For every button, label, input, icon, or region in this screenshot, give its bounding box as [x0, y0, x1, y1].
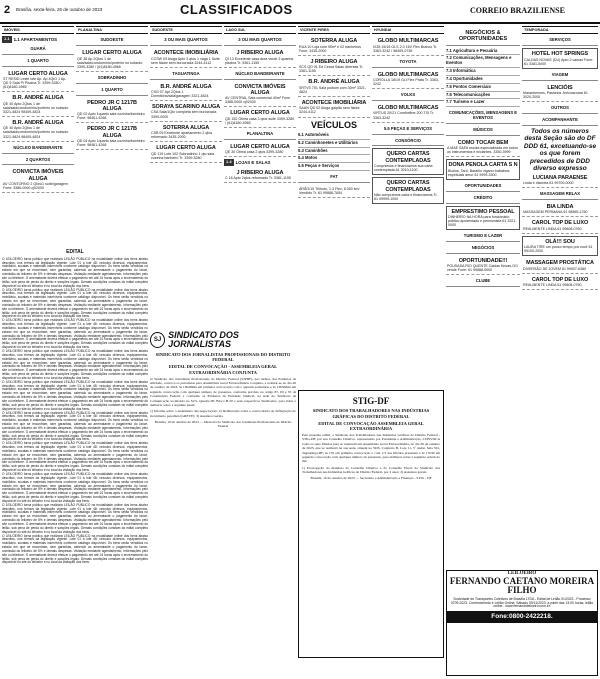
notice-subheading: EDITAL DE CONVOCAÇÃO ASSEMBLEIA GERAL EXTRAORDINÁRIA	[318, 420, 424, 431]
classified-ad[interactable]	[76, 98, 148, 124]
category-bar	[2, 26, 74, 34]
column-4	[224, 26, 296, 326]
classified-ad[interactable]	[446, 138, 520, 158]
sub-heading: 5.5 PEÇAS E SERVIÇOS	[372, 125, 444, 135]
vehicles-index-item[interactable]: 5.4 Motos	[298, 155, 370, 163]
ad-title: HOTEL HOT SPRINGS	[531, 51, 589, 58]
sindicato-notice	[150, 328, 296, 658]
sub-heading: MASSAGEM RELAX	[522, 190, 598, 200]
ad-body: AV CENTRAL Sala comercial 40m² Fone 3386-0000 cj02000	[225, 96, 291, 105]
ad-body: SCS QD 01 Ed Ceara Salas diversas Tr. 3361-1155	[299, 65, 364, 74]
sub-heading: FAT	[298, 173, 370, 183]
ad-body: QE 38 Ap 2Qtos 1 de sala/sala/condomínio/porteiro no subsolo 3399-3280 / (61)8180-4965	[77, 56, 143, 69]
ad-body: VIRTUS 20/21 Comfortline 200 TSI Tr. 3363-3242	[373, 111, 434, 120]
ad-title: CAROL TOP DE LUXO	[531, 220, 589, 227]
index-item[interactable]: 7.6 Telecomunicações	[446, 92, 520, 100]
notice-heading: SINDICATO DOS JORNALISTAS PROFISSIONAIS DO DISTRITO FEDERAL	[155, 352, 291, 363]
classified-ad[interactable]	[522, 48, 598, 69]
ad-title: LUGAR CERTO ALUGA	[8, 70, 68, 77]
ad-title: CONVICTA IMÓVEIS ALUGA	[12, 169, 64, 182]
sub-heading: TOYOTA	[372, 58, 444, 68]
auctioneer-ad[interactable]	[446, 570, 598, 676]
notice-body: 1) Prorrogação do mandato do Conselho Diretivo e do Conselho Fiscal do Sindicato dos Trabalhadores nas Indústrias Gráficas do Distrito Federal, por 2 anos; 2) Assuntos gerais.	[302, 465, 440, 475]
sub-heading: CRÉDITO	[446, 194, 520, 204]
ad-body: ST RESID Leste lote Ap. Ap 4QtO 1 Ap.. QD 9 Sala Pl Piscina Tr. 3399-3280 / (61)8180-4965	[3, 76, 68, 90]
sub-heading: VIAGEM	[522, 71, 598, 81]
ad-title: CAROL TOP DE LUXO	[531, 276, 589, 283]
promo-notice: Todos os números desta Seção são do DF DDD 61, excetuando-se os que forem precedidos de DDD diverso expresso	[523, 127, 597, 173]
sub-heading: SUDOESTE	[76, 36, 148, 46]
ad-body: C 16 Apto 2qtos reformado Tr. 3361-1155	[225, 176, 291, 181]
classified-ad[interactable]	[224, 108, 296, 128]
notice-title: STIG-DF	[352, 396, 390, 406]
column-3	[150, 26, 222, 326]
sub-heading: TAGUATINGA	[150, 70, 222, 80]
ad-body: AV CONTORNO 2 Qtos/1 suíte/garagem Fone: 3386-0000 cj02000	[3, 181, 68, 191]
sub-heading: OPORTUNIDADES	[446, 182, 520, 192]
notice-heading: SINDICATO DOS TRABALHADORES NAS INDÚSTRIAS GRÁFICAS DO DISTRITO FEDERAL	[312, 408, 430, 419]
ad-title: B.R. ANDRÉ ALUGA	[12, 95, 64, 102]
section-heading: 1.4 LOJAS E SALAS	[226, 159, 271, 166]
ad-body: QD 02 Apto 1quarto sala cozinha/banheiro Fone: 98461-4268	[77, 112, 145, 121]
column-2	[76, 26, 148, 246]
section-title: NEGÓCIOS & OPORTUNIDADES	[446, 28, 520, 46]
category-label: LAGO SUL	[226, 28, 246, 32]
sub-heading: TURISMO E LAZER	[446, 232, 520, 242]
ad-body: REALMENTE LINDA 61 99608-0760	[523, 283, 582, 288]
classified-ad[interactable]	[150, 82, 222, 102]
sub-heading: 1 QUARTO	[2, 57, 74, 67]
classified-ad[interactable]	[298, 98, 370, 118]
sub-heading: GUARÁ	[2, 45, 74, 55]
category-label: IMÓVEIS	[4, 28, 20, 32]
ad-title: LUGAR CERTO ALUGA	[230, 143, 290, 150]
classified-ad[interactable]	[224, 48, 296, 68]
classified-ad[interactable]	[522, 218, 598, 233]
classified-ad[interactable]	[446, 159, 520, 180]
ad-title: PEDRO JR C 1217B ALUGA	[87, 99, 137, 112]
classified-ad[interactable]	[76, 124, 148, 150]
category-bar	[522, 26, 598, 34]
ad-body: SRTVS 701 Sala podium com 30m² 3321-4824	[299, 85, 367, 94]
section-heading: 1.1 1.1 APARTAMENTOS	[4, 36, 58, 43]
sub-heading: SOBRADINHO	[76, 74, 148, 84]
sub-heading: 3 OU MAIS QUARTOS	[224, 36, 296, 46]
ad-title: J RIBEIRO ALUGA	[236, 169, 284, 176]
ad-title: SORAYA SCARINO ALUGA	[151, 104, 221, 111]
ad-title: COMO TOCAR BEM	[457, 139, 509, 146]
vehicles-index-item[interactable]: 5.2 Caminhonetes e Utilitários	[298, 140, 370, 148]
index-item[interactable]: 7.1 Agricultura e Pecuária	[446, 48, 520, 56]
legal-title: EDITAL	[66, 249, 84, 255]
ad-body: Não compramos carta e financiamos Tr. 61 99999-1000	[374, 192, 438, 201]
ad-body: MASSAGEM PERMANA 61 98565-1760	[523, 210, 588, 215]
sub-heading: 2 QUARTOS	[2, 156, 74, 166]
classified-ad[interactable]	[372, 103, 444, 123]
column-7	[446, 26, 520, 566]
classified-ad[interactable]	[372, 148, 444, 175]
ad-title: SOTERRA ALUGA	[162, 124, 210, 131]
ad-title: J RIBEIRO ALUGA	[310, 58, 358, 65]
notice-body: 1) Informe sobre o andamento das negociações; 2) Deliberação sobre a convocatória da deflagração do movimento paredista (GREVE); 3) Assuntos Gerais.	[150, 409, 296, 418]
ad-title: B.R. ANDRÉ ALUGA	[12, 119, 64, 126]
section-title: CLASSIFICADOS	[180, 2, 293, 17]
ad-title: B.R. ANDRÉ ALUGA	[308, 79, 360, 86]
ad-title: B.R. ANDRÉ ALUGA	[160, 83, 212, 90]
notice-body: O Sindicato dos Jornalistas Profissionais do Distrito Federal (SJPDF), nos termos dos Estatutos da entidade, convoca os jornalistas para Assembleia Geral Extraordinária Conjunta, a realizar-se no dia 26 de outubro de 2023, às 13h40min em primeira convocação com o quórum estatutário e às 13h50min em segunda convocação com qualquer número de presentes, conforme previsto no artigo 87, III e VI da Constituição Federal e conforme os Estatutos da Entidade Sindical, na sede do Sindicato de Comunicação localizado no SCS, Quadra 08, Bloco B-50 e seus respectivos Sindicados, para tratar e deliberar sobre a seguinte pauta:	[150, 376, 296, 407]
vehicles-index-item[interactable]: 5.1 Automóveis	[298, 132, 370, 140]
classified-ad[interactable]	[446, 256, 520, 276]
ad-body: A MAE SAFA escola especializada em todos os instrumentos e iniciantes. 3350-3999	[447, 146, 518, 155]
ad-body: ÁRÃO/15 Trilhoto, 1.3 Flex, 8.300 km/ Vendido Tr. 61 99888-7654	[299, 186, 360, 196]
category-bar	[372, 26, 444, 34]
ad-body: DIVERSÃO DE JOVEM 61 99007-6380	[523, 266, 587, 271]
classified-ad[interactable]	[372, 70, 444, 90]
category-bar	[150, 26, 222, 34]
column-8	[522, 26, 598, 566]
category-label: HYUNDAI	[374, 28, 392, 32]
classified-ad[interactable]	[372, 177, 444, 204]
ad-body: DINHEIRO NA HORA para funcionário público aposentado e pensionista 61 3321-0000	[448, 214, 517, 228]
ad-title: GLOBO MULTIMARCAS	[377, 105, 439, 112]
legal-body: O LEILOEIRO torna público que realizará LEILÃO PÚBLICO na modalidade online dos bens abaixo descritos, nos termos da legislação vigente. Lote 01 a lote 48: veículos diversos, equipamentos, mobiliário, sucatas e materiais inservíveis conforme catálogo disponível. Os bens serão vendidos no estado em que se encontram, sem garantias, cabendo ao arrematante o pagamento do lance, comissão do leiloeiro de 5% e demais despesas. Visitação mediante agendamento. Informações pelo site ou telefone. O arrematante deverá efetuar o pagamento em até 24 horas após o encerramento do leilão, sob pena de perda do direito e sanções legais. Demais condições constam do edital completo disponível no site do leiloeiro e no local da visitação dos bens.	[2, 502, 148, 534]
category-bar	[224, 26, 296, 34]
category-label: TEMPORADA	[524, 28, 549, 32]
ad-title: J RIBEIRO ALUGA	[236, 50, 284, 57]
category-bar	[76, 26, 148, 34]
sub-heading: NÚCLEO BANDEIRANTE	[2, 144, 74, 154]
sub-heading: CONSÓRCIO	[372, 137, 444, 147]
notice-body: Pelo presente edital, o Sindicato dos Trabalhadores nas Indústrias Gráficas do Distrito Federal - STIG-DF, por seu Conselho Diretivo, representado por Presidente e Administração, CONVOCA todos os seus filiados para se reunirem em Assembleia Geral Extraordinária, no dia 26 de outubro de 2023, que se realizará na sua sede, situada no SDS, Conjunto B, Lote 11, 5º andar, Sala 501, Taguatinga-DF, às 17h em primeira convocação e com 1/3 dos filiados presentes e às 17h30 em segunda convocação com qualquer número de presentes, para deliberar sobre a seguinte ordem do dia:	[302, 433, 440, 464]
sub-heading: COMUNICAÇÕES, MENSAGENS E EVENTOS	[446, 109, 520, 124]
ad-title: LUGAR CERTO ALUGA	[156, 145, 216, 152]
brand-name: CORREIO BRAZILIENSE	[470, 6, 565, 15]
index-item[interactable]: 7.2 Comunicações, Mensagens e Eventos	[446, 55, 520, 68]
sub-heading: 1 QUARTO	[76, 86, 148, 96]
sub-heading: 3 OU MAIS QUARTOS	[150, 36, 222, 46]
sub-heading: VOLKS	[372, 91, 444, 101]
ad-title: QUERO CARTAS CONTEMPLADAS	[385, 180, 431, 193]
legal-body: O LEILOEIRO torna público que realizará LEILÃO PÚBLICO na modalidade online dos bens abaixo descritos, nos termos da legislação vigente. Lote 01 a lote 48: veículos diversos, equipamentos, mobiliário, sucatas e materiais inservíveis conforme catálogo disponível. Os bens serão vendidos no estado em que se encontram, sem garantias, cabendo ao arrematante o pagamento do lance, comissão do leiloeiro de 5% e demais despesas. Visitação mediante agendamento. Informações pelo site ou telefone. O arrematante deverá efetuar o pagamento em até 24 horas após o encerramento do leilão, sob pena de perda do direito e sanções legais. Demais condições constam do edital completo disponível no site do leiloeiro e no local da visitação dos bens.	[2, 379, 148, 411]
column-5	[298, 26, 370, 386]
legal-notice	[2, 248, 148, 658]
section-label: LOJAS E SALAS	[235, 160, 271, 166]
ad-body: Linda e discreta 61 99700-0000	[523, 180, 574, 185]
classified-ad[interactable]	[150, 102, 222, 122]
sindicato-name: SINDICATO DOS JORNALISTAS	[168, 330, 239, 349]
sub-heading: PLANALTINA	[224, 130, 296, 140]
legal-body: O LEILOEIRO torna público que realizará LEILÃO PÚBLICO na modalidade online dos bens abaixo descritos, nos termos da legislação vigente. Lote 01 a lote 48: veículos diversos, equipamentos, mobiliário, sucatas e materiais inservíveis conforme catálogo disponível. Os bens serão vendidos no estado em que se encontram, sem garantias, cabendo ao arrematante o pagamento do lance, comissão do leiloeiro de 5% e demais despesas. Visitação mediante agendamento. Informações pelo site ou telefone. O arrematante deverá efetuar o pagamento em até 24 horas após o encerramento do leilão, sob pena de perda do direito e sanções legais. Demais condições constam do edital completo disponível no site do leiloeiro e no local da visitação dos bens.	[2, 318, 148, 350]
ad-title: SOTERRA ALUGA	[310, 38, 358, 45]
classified-ad[interactable]	[224, 142, 296, 157]
classified-ad[interactable]	[372, 36, 444, 56]
ad-title: LUGAR CERTO ALUGA	[230, 110, 290, 117]
auctioneer-phone: Fone:0800-2422218.	[447, 611, 597, 622]
legal-body: O LEILOEIRO torna público que realizará LEILÃO PÚBLICO na modalidade online dos bens abaixo descritos, nos termos da legislação vigente. Lote 01 a lote 48: veículos diversos, equipamentos, mobiliário, sucatas e materiais inservíveis conforme catálogo disponível. Os bens serão vendidos no estado em que se encontram, sem garantias, cabendo ao arrematante o pagamento do lance, comissão do leiloeiro de 5% e demais despesas. Visitação mediante agendamento. Informações pelo site ou telefone. O arrematante deverá efetuar o pagamento em até 24 horas após o encerramento do leilão, sob pena de perda do direito e sanções legais. Demais condições constam do edital completo disponível no site do leiloeiro e no local da visitação dos bens.	[2, 533, 148, 565]
ad-body: LAURA TIRE um pouco tempo pra você 61 99100-2000	[524, 245, 593, 254]
legal-body: O LEILOEIRO torna público que realizará LEILÃO PÚBLICO na modalidade online dos bens abaixo descritos, nos termos da legislação vigente. Lote 01 a lote 48: veículos diversos, equipamentos, mobiliário, sucatas e materiais inservíveis conforme catálogo disponível. Os bens serão vendidos no estado em que se encontram, sem garantias, cabendo ao arrematante o pagamento do lance, comissão do leiloeiro de 5% e demais despesas. Visitação mediante agendamento. Informações pelo site ou telefone. O arrematante deverá efetuar o pagamento em até 24 horas após o encerramento do leilão, sob pena de perda do direito e sanções legais. Demais condições constam do edital completo disponível no site do leiloeiro e no local da visitação dos bens.	[2, 256, 148, 288]
ad-title: OLÁ!!! SOU	[545, 238, 575, 245]
classified-ad[interactable]	[298, 57, 370, 77]
classified-ad[interactable]	[2, 118, 74, 142]
ad-body: SAAN QD 02 Aluga galpão sem fiador 3244-4112	[299, 106, 360, 115]
ad-body: QE 40 Apto 2Qtos 1 de sala/sala/condomínio/porteiro no subsolo 3321-4824 98409-4824	[3, 101, 69, 114]
index-item[interactable]: 7.4 Oportunidades	[446, 76, 520, 84]
auctioneer-label: LEILOEIRO	[507, 571, 537, 576]
ad-body: Compramos e financiamos sua carta contemplada 61 3010-1100	[374, 163, 433, 173]
notice-subheading: EDITAL DE CONVOCAÇÃO - ASSEMBLEIA GERAL EXTRAORDINÁRIA CONJUNTA	[168, 364, 278, 375]
classified-ad[interactable]	[446, 206, 520, 231]
page-date: Brasília, sexta-feira, 26 de outubro de 2023	[16, 7, 103, 12]
sub-heading: SERVIÇOS	[522, 36, 598, 46]
ad-title: PEDRO JR C 1217B ALUGA	[87, 126, 137, 139]
classified-ad[interactable]	[150, 143, 222, 163]
classified-ad[interactable]	[522, 202, 598, 217]
sub-heading: ACOMPANHANTE	[522, 116, 598, 126]
ad-body: QE 30 Ótima casa 2 qtos 3399-3280	[225, 150, 284, 155]
vehicles-title: VEÍCULOS	[310, 119, 357, 130]
stigdf-notice	[298, 390, 444, 658]
auctioneer-name: FERNANDO CAETANO MOREIRA FILHO	[449, 575, 595, 596]
sindicato-logo-icon: SJ	[150, 332, 165, 348]
category-label: PLANALTINA	[78, 28, 102, 32]
legal-body: O LEILOEIRO torna público que realizará LEILÃO PÚBLICO na modalidade online dos bens abaixo descritos, nos termos da legislação vigente. Lote 01 a lote 48: veículos diversos, equipamentos, mobiliário, sucatas e materiais inservíveis conforme catálogo disponível. Os bens serão vendidos no estado em que se encontram, sem garantias, cabendo ao arrematante o pagamento do lance, comissão do leiloeiro de 5% e demais despesas. Visitação mediante agendamento. Informações pelo site ou telefone. O arrematante deverá efetuar o pagamento em até 24 horas após o encerramento do leilão, sob pena de perda do direito e sanções legais. Demais condições constam do edital completo disponível no site do leiloeiro e no local da visitação dos bens.	[2, 441, 148, 473]
ad-body: REALMENTE LINDA 61 99608-0760	[523, 226, 582, 231]
sub-heading: NEGÓCIOS	[446, 244, 520, 254]
ad-body: COROLLA 18/19 GLi Flex Prata Tr. 3363-3242	[373, 78, 440, 87]
ad-body: QD 04 Apto 1quarto sala cozinha/banheiro Fone: 98461-4268	[77, 139, 145, 148]
column-1	[2, 26, 74, 246]
ad-body: CSA Sala/1Qto completa sem burocracia 3399-0000	[151, 110, 217, 119]
classified-ad[interactable]	[224, 82, 296, 108]
classified-ad[interactable]	[150, 48, 222, 68]
category-label: SUDOESTE	[152, 28, 173, 32]
legal-body: O LEILOEIRO torna público que realizará LEILÃO PÚBLICO na modalidade online dos bens abaixo descritos, nos termos da legislação vigente. Lote 01 a lote 48: veículos diversos, equipamentos, mobiliário, sucatas e materiais inservíveis conforme catálogo disponível. Os bens serão vendidos no estado em que se encontram, sem garantias, cabendo ao arrematante o pagamento do lance, comissão do leiloeiro de 5% e demais despesas. Visitação mediante agendamento. Informações pelo site ou telefone. O arrematante deverá efetuar o pagamento em até 24 horas após o encerramento do leilão, sob pena de perda do direito e sanções legais. Demais condições constam do edital completo disponível no site do leiloeiro e no local da visitação dos bens.	[2, 349, 148, 380]
classified-ad[interactable]	[2, 69, 74, 93]
category-label: VICENTE PIRES	[300, 28, 329, 32]
ad-body: CCSW 03 Aluga Apto 3 qtos 1 vaga 1 Suite sem fiador sem burocracia 3244-4112	[151, 56, 220, 65]
legal-body: O LEILOEIRO torna público que realizará LEILÃO PÚBLICO na modalidade online dos bens abaixo descritos, nos termos da legislação vigente. Lote 01 a lote 48: veículos diversos, equipamentos, mobiliário, sucatas e materiais inservíveis conforme catálogo disponível. Os bens serão vendidos no estado em que se encontram, sem garantias, cabendo ao arrematante o pagamento do lance, comissão do leiloeiro de 5% e demais despesas. Visitação mediante agendamento. Informações pelo site ou telefone. O arrematante deverá efetuar o pagamento em até 24 horas após o encerramento do leilão, sob pena de perda do direito e sanções legais. Demais condições constam do edital completo disponível no site do leiloeiro e no local da visitação dos bens.	[2, 410, 148, 442]
classified-ad[interactable]	[298, 36, 370, 56]
vehicles-index-item[interactable]: 5.5 Peças e Serviços	[298, 163, 370, 171]
ad-body: POUSADA RIO QUENTE Caldas Novas-GO vende Fone: 61 99888-0000	[447, 264, 518, 273]
classified-ad[interactable]	[522, 236, 598, 257]
ad-title: BIA LINDA	[546, 203, 574, 210]
ad-title: OPORTUNIDADE!!!	[458, 257, 508, 264]
ad-body: QI 13 Excelente casa área verde 3 quartos piscina Tr. 3361-1155	[225, 56, 294, 65]
sub-heading: OUTROS	[522, 104, 598, 114]
classified-ad[interactable]	[76, 48, 148, 72]
ad-body: CALDAS NOVAS (DU) Apto 2 camas Fone: 61 3381-5000	[524, 57, 594, 66]
ad-title: EMPRESTIMO PESSOAL	[451, 208, 515, 215]
category-bar	[298, 26, 370, 34]
section-label: 1.1 APARTAMENTOS	[13, 37, 58, 43]
ad-title: DONA PENOLA CARTA S N	[448, 162, 518, 169]
ad-title: LENCIÓIS	[547, 84, 573, 91]
ad-body: Búzios, Tarô, Baralho cigano trabalhos espirituais amor 61 9999-3300	[448, 168, 510, 177]
ad-title: ACONTECE IMOBILIÁRIA	[301, 100, 367, 107]
notice-signature: Brasília, 19 de outubro de 2023 — Secretário e Administração e Finanças - STIG - DF	[310, 476, 432, 481]
classified-ad[interactable]	[2, 93, 74, 117]
ad-body: QD 152 Ótima casa 3 qtos suite 3399-3280 / (61)8180-4965	[225, 116, 295, 125]
ad-title: MASSAGEM PROSTÁTICA	[526, 260, 594, 267]
ad-body: CSB 09 Excelente apartamento 2 qtos reformado 3435-2000	[151, 131, 213, 140]
ad-title: CONVICTA IMÓVEIS ALUGA	[234, 83, 286, 96]
ad-body: Maranhenses, Passeios Jericoacoara 61 3020-2000	[523, 90, 588, 100]
ad-title: QUERO CARTAS CONTEMPLADAS	[385, 151, 431, 164]
ad-title: LUCIANA PARAENSE	[532, 174, 588, 181]
legal-body: O LEILOEIRO torna público que realizará LEILÃO PÚBLICO na modalidade online dos bens abaixo descritos, nos termos da legislação vigente. Lote 01 a lote 48: veículos diversos, equipamentos, mobiliário, sucatas e materiais inservíveis conforme catálogo disponível. Os bens serão vendidos no estado em que se encontram, sem garantias, cabendo ao arrematante o pagamento do lance, comissão do leiloeiro de 5% e demais despesas. Visitação mediante agendamento. Informações pelo site ou telefone. O arrematante deverá efetuar o pagamento em até 24 horas após o encerramento do leilão, sob pena de perda do direito e sanções legais. Demais condições constam do edital completo disponível no site do leiloeiro e no local da visitação dos bens.	[2, 287, 148, 319]
classified-ad[interactable]	[522, 275, 598, 290]
classified-ad[interactable]	[298, 185, 370, 198]
ad-title: GLOBO MULTIMARCAS	[377, 71, 439, 78]
ad-title: ACONTECE IMOBILIÁRIA	[153, 50, 219, 57]
index-item[interactable]: 7.7 Turismo e Lazer	[446, 99, 520, 107]
classified-ad[interactable]	[522, 83, 598, 103]
legal-body: O LEILOEIRO torna público que realizará LEILÃO PÚBLICO na modalidade online dos bens abaixo descritos, nos termos da legislação vigente. Lote 01 a lote 48: veículos diversos, equipamentos, mobiliário, sucatas e materiais inservíveis conforme catálogo disponível. Os bens serão vendidos no estado em que se encontram, sem garantias, cabendo ao arrematante o pagamento do lance, comissão do leiloeiro de 5% e demais despesas. Visitação mediante agendamento. Informações pelo site ou telefone. O arrematante deverá efetuar o pagamento em até 24 horas após o encerramento do leilão, sob pena de perda do direito e sanções legais. Demais condições constam do edital completo disponível no site do leiloeiro e no local da visitação dos bens.	[2, 472, 148, 503]
classified-ad[interactable]	[522, 173, 598, 188]
classified-ad[interactable]	[224, 168, 296, 183]
ad-body: IX35 15/16 GLS 2.0 16V Flex Branco Tr. 3363-3242 / 98409-0736	[373, 44, 438, 53]
classified-ad[interactable]	[298, 77, 370, 97]
ad-title: GLOBO MULTIMARCAS	[377, 38, 439, 45]
ad-body: QD 119 Lote 102 Sobradinho 1 qto sala cozinha banheiro Tr. 3399-3280	[151, 151, 215, 160]
notice-signature: Brasília, 19 de outubro de 2023 — Diretoria do Sindicato dos Jornalistas Profissionais do Distrito Federal	[154, 420, 292, 429]
sub-heading: MÚSICOS	[446, 126, 520, 136]
ad-body: CSG 07 Apt 2Qtos 1 Dormitório/sala/garagem 3321-4824	[151, 89, 209, 99]
ad-body: QE 40 Apto 2Qtos 1 de sala/sala/condomínio/porteiro no subsolo 3321-4824 98409-4824	[3, 126, 69, 139]
ad-title: LUGAR CERTO ALUGA	[82, 50, 142, 57]
sub-heading: CLUBE	[446, 277, 520, 287]
sindicato-logo	[150, 331, 296, 349]
vehicles-index-item[interactable]: 5.3 Caminhões	[298, 148, 370, 156]
index-item[interactable]: 7.3 Informática	[446, 68, 520, 76]
column-6	[372, 26, 444, 386]
classified-ad[interactable]	[522, 258, 598, 273]
auctioneer-description: Sociedade de Transportes Coletivos de Brasília LTDA - Edital de Leilão 01/2023 - Processo 0709-2023, Conhecimento e Leilão Online. Sábado 09/11/2023, a partir das 13:00 horas, leilão online - www.fernandoleiloeiro.com.br.	[450, 596, 594, 609]
classified-ad[interactable]	[2, 167, 74, 193]
sub-heading: NÚCLEO BANDEIRANTE	[224, 70, 296, 80]
index-item[interactable]: 7.5 Pontos Comerciais	[446, 84, 520, 92]
page-header	[0, 0, 600, 24]
classified-ad[interactable]	[150, 123, 222, 143]
ad-body: RUA 10 Loja com 90m² e 02 banheiros Fone: 3435-2000	[299, 44, 361, 53]
page-number: 2	[4, 4, 11, 16]
